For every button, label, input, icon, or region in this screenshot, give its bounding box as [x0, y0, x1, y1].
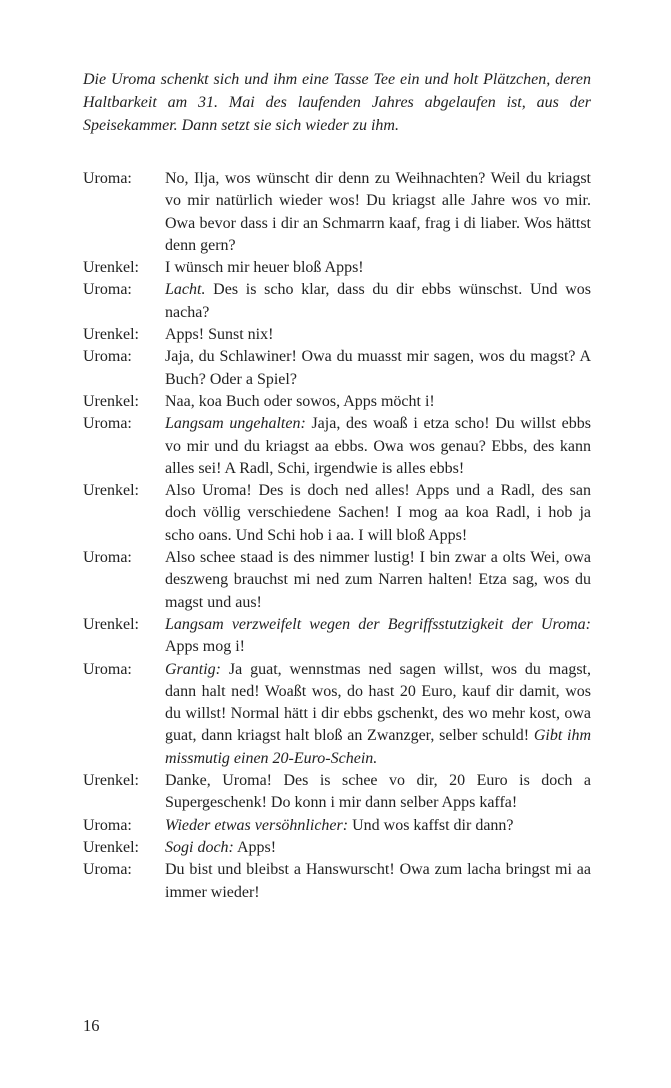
stage-cue: Lacht. — [165, 281, 206, 299]
speech-text — [165, 547, 591, 614]
speaker-label: Uroma: — [83, 348, 132, 366]
speech-segment: Und wos kaffst dir dann? — [348, 816, 514, 834]
dialogue-row — [83, 614, 591, 659]
speech-segment: Jaja, du Schlawiner! Owa du muasst mir sagen, wos du magst? A Buch? Oder a Spiel? — [165, 348, 591, 388]
dialogue-row — [83, 391, 591, 413]
speech-segment: Jaja, des woaß i etza scho! Du willst ebbs vo mir und du kriagst aa ebbs. Owa wos genau? Ebbs, des kann alles sei! A Radl, Schi, irgendwie is alles ebbs! — [165, 415, 591, 477]
speech-segment: No, Ilja, wos wünscht dir denn zu Weihnachten? Weil du kriagst vo mir natürlich wieder wos! Du kriagst alle Jahre wos vo mir. Owa bevor dass i dir an Schmarrn kaaf, frag i di liaber. Wos hättst denn gern? — [165, 170, 591, 254]
speech-text — [165, 480, 591, 547]
speech-text — [165, 837, 591, 859]
stage-cue: Langsam ungehalten: — [165, 415, 306, 433]
speech-segment: Ja guat, wennstmas ned sagen willst, wos du magst, dann halt ned! Woaßt wos, do hast 20 Euro, kauf dir damit, wos du willst! Normal hätt i dir ebbs gschenkt, des wo mehr kost, owa guat, dann kriagst halt bloß an Zwanzger, selber schuld! — [165, 660, 591, 745]
dialogue-row — [83, 257, 591, 279]
speaker-label: Uroma: — [83, 660, 132, 678]
speech-segment: Apps! — [233, 838, 277, 856]
speech-text — [165, 859, 591, 904]
speech-segment: Apps mog i! — [165, 638, 245, 656]
stage-cue: Wieder etwas versöhnlicher: — [165, 816, 349, 834]
speaker-label: Uroma: — [83, 861, 132, 879]
speaker-label: Urenkel: — [83, 772, 139, 790]
speech-text — [165, 815, 591, 837]
stage-cue: Sogi doch: — [165, 838, 234, 856]
dialogue-row — [83, 659, 591, 770]
speech-text — [165, 659, 591, 770]
dialogue-row — [83, 859, 591, 904]
speech-segment: Danke, Uroma! Des is schee vo dir, 20 Euro is doch a Supergeschenk! Do konn i mir dann selber Apps kaffa! — [165, 772, 591, 812]
dialogue — [83, 168, 591, 904]
dialogue-row — [83, 770, 591, 815]
speech-text — [165, 770, 591, 815]
dialogue-row — [83, 815, 591, 837]
speech-text — [165, 257, 591, 279]
stage-direction: Die Uroma schenkt sich und ihm eine Tasse Tee ein und holt Plätzchen, deren Haltbarkeit am 31. Mai des laufenden Jahres abgelaufen ist, aus der Speisekammer. Dann setzt sie sich wieder zu ihm. — [83, 71, 591, 134]
dialogue-row — [83, 324, 591, 346]
speech-text — [165, 324, 591, 346]
speech-text — [165, 168, 591, 257]
dialogue-row — [83, 413, 591, 480]
speech-text — [165, 391, 591, 413]
dialogue-row — [83, 279, 591, 324]
stage-cue: Grantig: — [165, 660, 221, 678]
speech-segment: Naa, koa Buch oder sowos, Apps möcht i! — [165, 392, 435, 410]
speaker-label: Uroma: — [83, 281, 132, 299]
dialogue-row — [83, 547, 591, 614]
speech-text — [165, 279, 591, 324]
dialogue-row — [83, 168, 591, 257]
speaker-label: Uroma: — [83, 549, 132, 567]
dialogue-row — [83, 480, 591, 547]
stage-cue: Langsam verzweifelt wegen der Begriffsstutzigkeit der Uroma: — [165, 615, 591, 633]
book-page — [0, 68, 671, 1088]
speaker-label: Urenkel: — [83, 838, 139, 856]
speech-text — [165, 346, 591, 391]
dialogue-row — [83, 837, 591, 859]
speaker-label: Uroma: — [83, 816, 132, 834]
speech-segment: Also schee staad is des nimmer lustig! I bin zwar a olts Wei, owa deszweng brauchst mi ned zum Narren halten! Etza sag, wos du magst und aus! — [165, 549, 591, 611]
speech-segment: Des is scho klar, dass du dir ebbs wünschst. Und wos nacha? — [165, 281, 591, 321]
dialogue-row — [83, 346, 591, 391]
speaker-label: Uroma: — [83, 170, 132, 187]
speech-text — [165, 614, 591, 659]
speaker-label: Uroma: — [83, 415, 132, 433]
speaker-label: Urenkel: — [83, 482, 139, 500]
speech-segment: I wünsch mir heuer bloß Apps! — [165, 259, 364, 277]
speaker-label: Urenkel: — [83, 259, 139, 277]
speech-segment: Du bist und bleibst a Hanswurscht! Owa zum lacha bringst mi aa immer wieder! — [165, 861, 591, 901]
speaker-label: Urenkel: — [83, 326, 139, 344]
speaker-label: Urenkel: — [83, 392, 139, 410]
stage-cue: Gibt ihm missmutig einen 20-Euro-Schein. — [165, 727, 591, 767]
page-number: 16 — [83, 1016, 100, 1035]
speech-text — [165, 413, 591, 480]
speech-segment: Also Uroma! Des is doch ned alles! Apps und a Radl, des san doch völlig verschiedene Sachen! I mog aa koa Radl, i hob ja scho oans. Und Schi hob i aa. I will bloß Apps! — [165, 482, 591, 544]
speaker-label: Urenkel: — [83, 615, 139, 633]
speech-segment: Apps! Sunst nix! — [165, 326, 274, 344]
